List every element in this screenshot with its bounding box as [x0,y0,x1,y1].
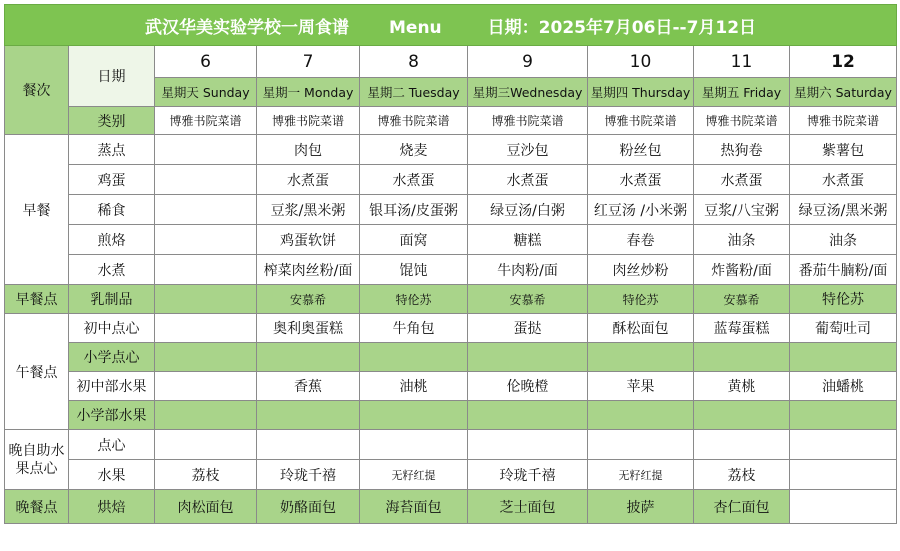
cell: 豆浆/黑米粥 [257,195,360,225]
cell: 油条 [790,225,897,255]
cell: 油桃 [360,372,468,401]
row-item: 初中部水果 [69,372,155,401]
cell: 蛋挞 [468,314,588,343]
weekday-6: 星期六 Saturday [790,78,897,107]
cell [790,401,897,430]
cell: 水煮蛋 [468,165,588,195]
row-item: 小学点心 [69,343,155,372]
cell: 牛角包 [360,314,468,343]
cell: 番茄牛腩粉/面 [790,255,897,285]
cell: 牛肉粉/面 [468,255,588,285]
day-num-5: 11 [694,46,790,78]
cell [360,430,468,460]
evening-buffet-label: 晚自助水果点心 [5,430,69,490]
cell: 水煮蛋 [790,165,897,195]
cell: 绿豆汤/白粥 [468,195,588,225]
cell [257,430,360,460]
cell [588,430,694,460]
weekday-5: 星期五 Friday [694,78,790,107]
row-item: 烘焙 [69,490,155,524]
table-row [5,135,897,165]
cell: 鸡蛋软饼 [257,225,360,255]
cell [790,430,897,460]
cell [790,343,897,372]
table-row [5,490,897,524]
cell: 热狗卷 [694,135,790,165]
row-item: 稀食 [69,195,155,225]
cell [257,401,360,430]
cell: 绿豆汤/黑米粥 [790,195,897,225]
category-row [5,107,897,135]
cell [155,430,257,460]
cell: 葡萄吐司 [790,314,897,343]
table-row [5,195,897,225]
cell [694,430,790,460]
cell [694,343,790,372]
date-header: 日期 [69,46,155,107]
row-item: 煎烙 [69,225,155,255]
cell: 水煮蛋 [588,165,694,195]
day-num-1: 7 [257,46,360,78]
cell [155,285,257,314]
cell: 面窝 [360,225,468,255]
cell: 紫薯包 [790,135,897,165]
cell: 蓝莓蛋糕 [694,314,790,343]
table-row [5,165,897,195]
category-6: 博雅书院菜谱 [790,107,897,135]
category-4: 博雅书院菜谱 [588,107,694,135]
date-range: 日期：2025年7月06日--7月12日 [487,17,757,38]
cell: 油条 [694,225,790,255]
cell [790,460,897,490]
table-row [5,343,897,372]
cell: 特伦苏 [790,285,897,314]
category-5: 博雅书院菜谱 [694,107,790,135]
cell: 银耳汤/皮蛋粥 [360,195,468,225]
cell: 肉松面包 [155,490,257,524]
cell: 芝士面包 [468,490,588,524]
cell [468,343,588,372]
cell: 海苔面包 [360,490,468,524]
table-row [5,225,897,255]
cell: 黄桃 [694,372,790,401]
cell: 水煮蛋 [694,165,790,195]
weekday-3: 星期三Wednesday [468,78,588,107]
day-num-6: 12 [790,46,897,78]
table-row [5,255,897,285]
weekly-menu-table [4,4,897,524]
cell: 水煮蛋 [360,165,468,195]
row-item: 蒸点 [69,135,155,165]
day-num-2: 8 [360,46,468,78]
weekday-0: 星期天 Sunday [155,78,257,107]
cell: 馄饨 [360,255,468,285]
cell: 安慕希 [694,285,790,314]
cell: 糖糕 [468,225,588,255]
cell: 春卷 [588,225,694,255]
cell [155,225,257,255]
cell: 荔枝 [155,460,257,490]
row-item: 水煮 [69,255,155,285]
cell [155,165,257,195]
dinner-snack-label: 晚餐点 [5,490,69,524]
cell: 玲珑千禧 [257,460,360,490]
cell: 肉丝炒粉 [588,255,694,285]
title-row [5,5,897,46]
cell [468,430,588,460]
table-row [5,372,897,401]
cell [588,343,694,372]
cell: 粉丝包 [588,135,694,165]
weekday-2: 星期二 Tuesday [360,78,468,107]
cell [360,343,468,372]
cell: 伦晚橙 [468,372,588,401]
cell: 安慕希 [468,285,588,314]
cell: 榨菜肉丝粉/面 [257,255,360,285]
cell: 苹果 [588,372,694,401]
cell [694,401,790,430]
cell: 豆沙包 [468,135,588,165]
cell: 油蟠桃 [790,372,897,401]
cell: 奥利奥蛋糕 [257,314,360,343]
cell: 炸酱粉/面 [694,255,790,285]
row-item: 鸡蛋 [69,165,155,195]
cell: 酥松面包 [588,314,694,343]
cell: 特伦苏 [588,285,694,314]
category-header: 类别 [69,107,155,135]
breakfast-snack-label: 早餐点 [5,285,69,314]
row-item: 小学部水果 [69,401,155,430]
menu-title [5,5,897,46]
table-row [5,430,897,460]
school-title: 武汉华美实验学校一周食谱 [145,17,349,38]
day-num-4: 10 [588,46,694,78]
breakfast-label: 早餐 [5,135,69,285]
day-num-3: 9 [468,46,588,78]
category-0: 博雅书院菜谱 [155,107,257,135]
cell [155,401,257,430]
cell [155,314,257,343]
row-item: 水果 [69,460,155,490]
cell [155,343,257,372]
weekday-4: 星期四 Thursday [588,78,694,107]
day-number-row [5,46,897,78]
table-row [5,401,897,430]
cell: 无籽红提 [360,460,468,490]
lunch-snack-label: 午餐点 [5,314,69,430]
row-item: 初中点心 [69,314,155,343]
cell [155,255,257,285]
cell: 奶酪面包 [257,490,360,524]
cell [155,372,257,401]
table-row [5,285,897,314]
category-1: 博雅书院菜谱 [257,107,360,135]
row-item: 乳制品 [69,285,155,314]
category-2: 博雅书院菜谱 [360,107,468,135]
cell [155,135,257,165]
cell [360,401,468,430]
category-3: 博雅书院菜谱 [468,107,588,135]
cell: 水煮蛋 [257,165,360,195]
cell [155,195,257,225]
table-row [5,314,897,343]
cell: 烧麦 [360,135,468,165]
cell [790,490,897,524]
day-num-0: 6 [155,46,257,78]
cell: 披萨 [588,490,694,524]
cell: 荔枝 [694,460,790,490]
cell [257,343,360,372]
cell: 豆浆/八宝粥 [694,195,790,225]
cell: 肉包 [257,135,360,165]
cell: 香蕉 [257,372,360,401]
row-item: 点心 [69,430,155,460]
table-row [5,460,897,490]
meal-header: 餐次 [5,46,69,135]
cell [468,401,588,430]
cell: 杏仁面包 [694,490,790,524]
cell [588,401,694,430]
cell: 无籽红提 [588,460,694,490]
cell: 特伦苏 [360,285,468,314]
cell: 红豆汤 /小米粥 [588,195,694,225]
cell: 玲珑千禧 [468,460,588,490]
menu-label: Menu [389,17,442,38]
cell: 安慕希 [257,285,360,314]
weekday-1: 星期一 Monday [257,78,360,107]
